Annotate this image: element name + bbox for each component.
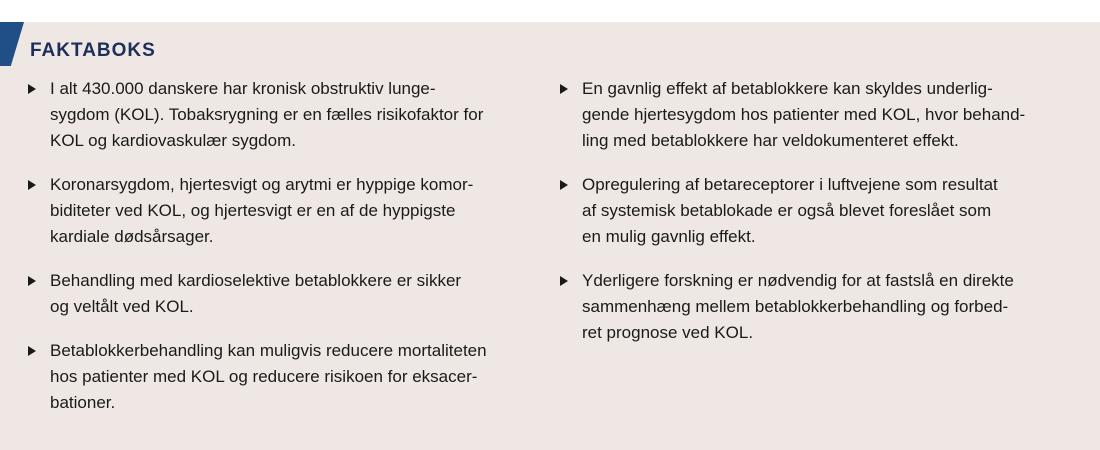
bullet-text-line: og veltålt ved KOL. — [50, 297, 194, 316]
bullet-item — [560, 76, 1080, 154]
bullet-text-line: ling med betablokkere har veldokumenteret effekt. — [582, 131, 959, 150]
bullet-text-line: en mulig gavnlig effekt. — [582, 227, 756, 246]
bullet-text-line: Behandling med kardioselektive betablokkere er sikker — [50, 271, 462, 290]
bullet-text-line: kardiale dødsårsager. — [50, 227, 214, 246]
left-bullet-list — [28, 76, 548, 434]
bullet-text-line: ret prognose ved KOL. — [582, 323, 754, 342]
bullet-text-line: biditeter ved KOL, og hjertesvigt er en af de hyppigste — [50, 201, 456, 220]
factbox-title: FAKTABOKS — [30, 40, 156, 61]
bullet-text-line: gende hjertesygdom hos patienter med KOL, hvor behand- — [582, 105, 1026, 124]
bullet-item — [28, 268, 548, 320]
right-bullet-list — [560, 76, 1080, 364]
bullet-text-line: sygdom (KOL). Tobaksrygning er en fælles risikofaktor for — [50, 105, 484, 124]
bullet-text-line: Betablokkerbehandling kan muligvis reducere mortaliteten — [50, 341, 487, 360]
bullet-text-line: sammenhæng mellem betablokkerbehandling og forbed- — [582, 297, 1009, 316]
bullet-text-line: af systemisk betablokade er også blevet foreslået som — [582, 201, 992, 220]
bullet-text-line: En gavnlig effekt af betablokkere kan skyldes underlig- — [582, 79, 993, 98]
triangle-bullet-icon — [28, 84, 36, 94]
triangle-bullet-icon — [560, 180, 568, 190]
bullet-text-line: bationer. — [50, 393, 116, 412]
bullet-text-line: KOL og kardiovaskulær sygdom. — [50, 131, 296, 150]
bullet-item — [28, 338, 548, 416]
bullet-text-line: I alt 430.000 danskere har kronisk obstruktiv lunge- — [50, 79, 436, 98]
triangle-bullet-icon — [560, 84, 568, 94]
triangle-bullet-icon — [560, 276, 568, 286]
bullet-item — [28, 76, 548, 154]
triangle-bullet-icon — [28, 346, 36, 356]
bullet-item — [560, 172, 1080, 250]
bullet-text-line: Opregulering af betareceptorer i luftvejene som resultat — [582, 175, 998, 194]
bullet-text-line: hos patienter med KOL og reducere risikoen for eksacer- — [50, 367, 478, 386]
triangle-bullet-icon — [28, 180, 36, 190]
bullet-item — [28, 172, 548, 250]
bullet-text-line: Koronarsygdom, hjertesvigt og arytmi er hyppige komor- — [50, 175, 474, 194]
bullet-text-line: Yderligere forskning er nødvendig for at fastslå en direkte — [582, 271, 1014, 290]
triangle-bullet-icon — [28, 276, 36, 286]
bullet-item — [560, 268, 1080, 346]
